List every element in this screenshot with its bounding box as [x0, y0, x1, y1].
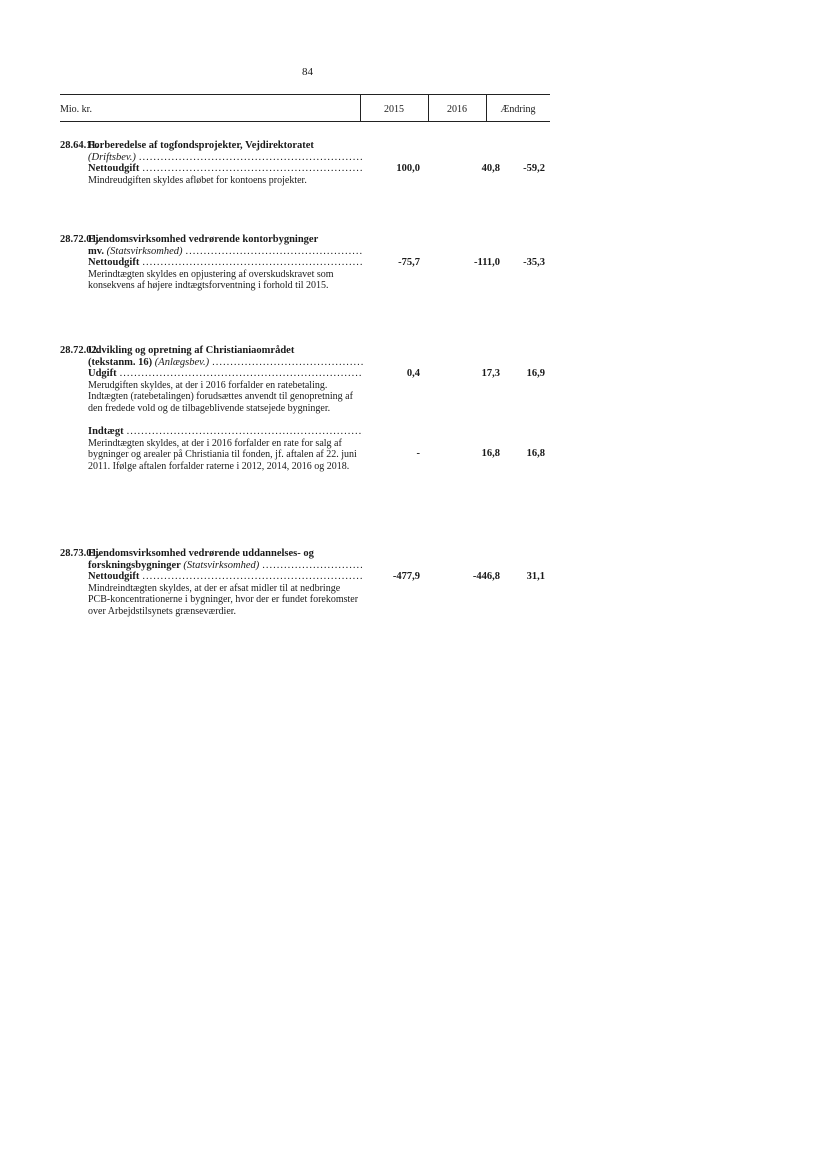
- status-line: [88, 357, 363, 369]
- leader-dots: [142, 571, 363, 583]
- value-2015: 0,4: [406, 368, 420, 379]
- value-change: 31,1: [526, 571, 545, 582]
- amount-line: [88, 257, 363, 269]
- entry-description-2: Merindtægten skyldes, at der i 2016 forfalder en rate for salg af bygninger og arealer på Christiania til fonden, jf. aftalen af 22. juni 2011. Ifølge aftalen forfalder raterne i 2012, 2014, 2016 og 2018.: [88, 437, 357, 472]
- column-2015: 2015: [384, 104, 404, 115]
- entry-description: Merindtægten skyldes en opjustering af overskudskravet som konsekvens af højere indtægtsforventning i forhold til 2015.: [88, 268, 334, 291]
- entry-body: [88, 548, 363, 617]
- leader-dots: [127, 426, 363, 438]
- value-2016: 16,8: [481, 448, 500, 459]
- amount-line: [88, 571, 363, 583]
- column-2016: 2016: [447, 104, 467, 115]
- table-header: [60, 94, 550, 122]
- line-label: Indtægt: [88, 426, 124, 437]
- entry-description: Merudgiften skyldes, at der i 2016 forfalder en ratebetaling. Indtægten (ratebetalingen) forudsættes anvendt til genopretning af den fredede vold og de tilbageblivende statsejede bygninger.: [88, 379, 353, 414]
- line-label: Nettoudgift: [88, 571, 140, 582]
- appropriation-type: (Statsvirksomhed): [183, 559, 260, 571]
- account-code: 28.72.02.: [60, 345, 100, 356]
- account-code: 28.72.01.: [60, 234, 100, 245]
- entry-description: Mindreindtægten skyldes, at der er afsat midler til at nedbringe PCB-koncentrationerne i bygninger, hvor der er fundet forekomster over Arbejdstilsynets grænseværdier.: [88, 582, 359, 617]
- entry-title-continued: (tekstanm. 16): [88, 356, 153, 368]
- appropriation-type: (Statsvirksomhed): [106, 245, 183, 257]
- leader-dots: [139, 152, 363, 164]
- status-line: [88, 560, 363, 572]
- leader-dots: [262, 560, 363, 572]
- line-label: Nettoudgift: [88, 163, 140, 174]
- header-bottom-rule: [60, 121, 550, 122]
- column-change: Ændring: [500, 104, 536, 115]
- line-label: Nettoudgift: [88, 257, 140, 268]
- line-label: Udgift: [88, 368, 117, 379]
- value-2016: 17,3: [481, 368, 500, 379]
- leader-dots: [142, 163, 363, 175]
- header-top-rule: [60, 94, 550, 95]
- entry-title: Ejendomsvirksomhed vedrørende uddannelses- og: [88, 548, 314, 559]
- leader-dots: [212, 357, 363, 369]
- amount-line: [88, 163, 363, 175]
- entry-title: Udvikling og opretning af Christianiaområdet: [88, 345, 295, 356]
- entry-body: [88, 345, 363, 472]
- value-change: -59,2: [523, 163, 545, 174]
- value-change: -35,3: [523, 257, 545, 268]
- leader-dots: [186, 246, 364, 258]
- entry-title-continued: mv.: [88, 245, 105, 257]
- entry-title-continued: forskningsbygninger: [88, 559, 181, 571]
- value-change: 16,9: [526, 368, 545, 379]
- entry-description: Mindreudgiften skyldes afløbet for kontoens projekter.: [88, 174, 307, 186]
- entry-body: [88, 140, 363, 186]
- value-2015: -477,9: [392, 571, 420, 582]
- status-line: [88, 246, 363, 258]
- entry-body: [88, 234, 363, 292]
- page-number: 84: [302, 66, 313, 78]
- value-2015: 100,0: [396, 163, 420, 174]
- value-2016: -446,8: [472, 571, 500, 582]
- status-line: [88, 152, 363, 164]
- entry-title: Forberedelse af togfondsprojekter, Vejdirektoratet: [88, 140, 314, 151]
- amount-line-2: [88, 426, 363, 438]
- account-code: 28.73.01.: [60, 548, 100, 559]
- value-2016: -111,0: [474, 257, 500, 268]
- value-2015: -75,7: [398, 257, 420, 268]
- unit-label: Mio. kr.: [60, 104, 92, 115]
- leader-dots: [120, 368, 363, 380]
- amount-line: [88, 368, 363, 380]
- value-2016: 40,8: [481, 163, 500, 174]
- leader-dots: [142, 257, 363, 269]
- value-2015: -: [416, 448, 420, 459]
- entry-title: Ejendomsvirksomhed vedrørende kontorbygninger: [88, 234, 319, 245]
- account-code: 28.64.11.: [60, 140, 99, 151]
- value-change: 16,8: [526, 448, 545, 459]
- appropriation-type: (Anlægsbev.): [154, 356, 210, 368]
- appropriation-type: (Driftsbev.): [88, 151, 136, 163]
